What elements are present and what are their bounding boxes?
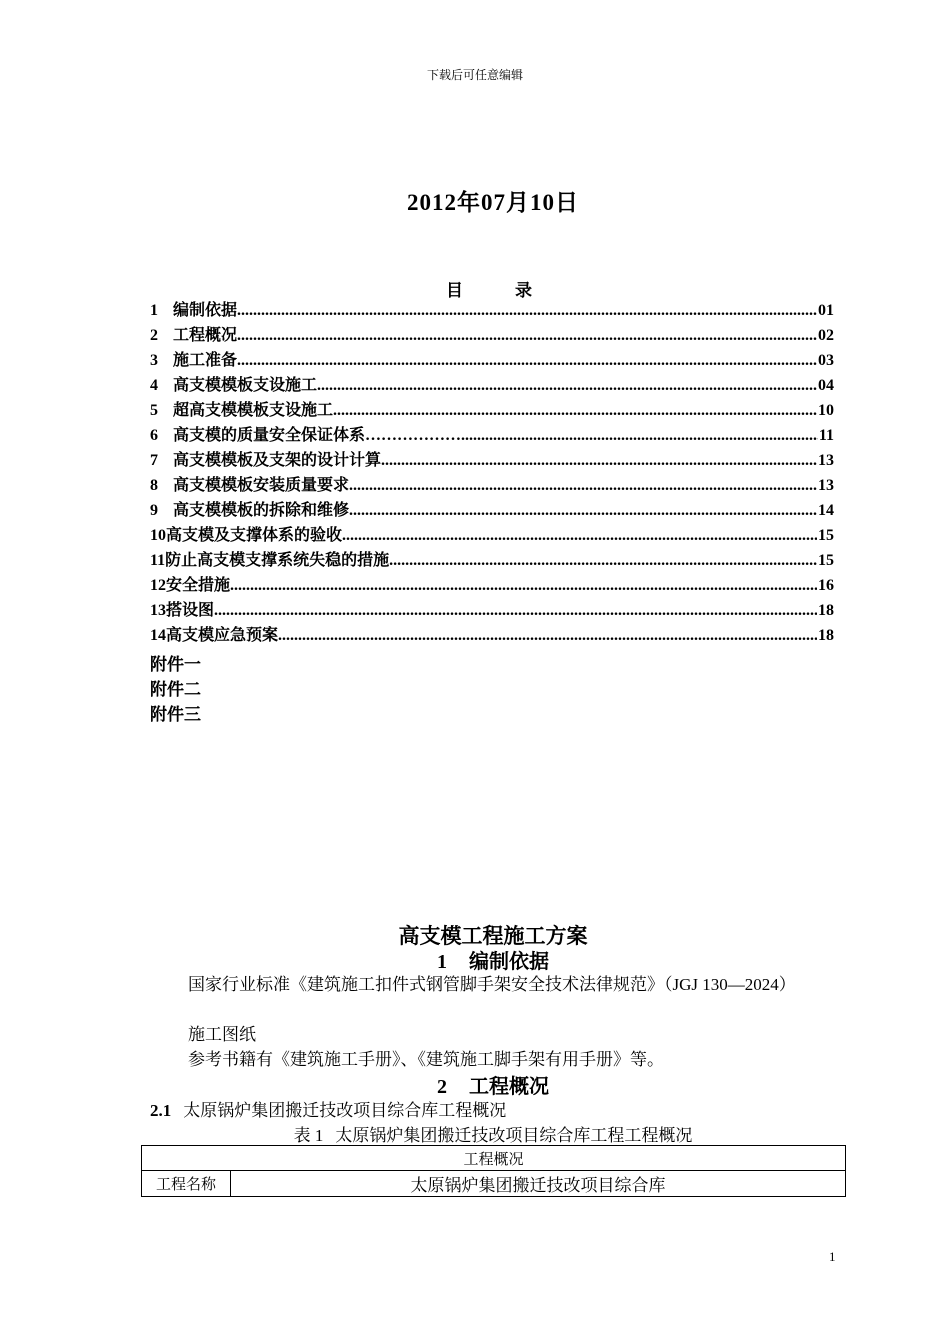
toc-item-label: 高支模模板支设施工 bbox=[173, 377, 318, 394]
paragraph-references bbox=[150, 1047, 840, 1072]
toc-item-page: 15 bbox=[818, 527, 834, 544]
section-number: 1 bbox=[437, 951, 447, 973]
toc-item-label: 施工准备 bbox=[173, 352, 238, 369]
toc-leader bbox=[317, 373, 817, 398]
toc-item-number: 14 bbox=[150, 627, 166, 644]
toc-leader bbox=[342, 523, 817, 548]
toc-item-page: 13 bbox=[818, 452, 834, 469]
page-number: 1 bbox=[829, 1249, 836, 1264]
toc-item-number: 6 bbox=[150, 427, 158, 444]
toc-leader bbox=[214, 598, 817, 623]
toc-item-number: 7 bbox=[150, 452, 158, 469]
toc-item-page: 15 bbox=[818, 552, 834, 569]
table-caption-number: 表 1 bbox=[293, 1126, 324, 1145]
toc-item-number: 4 bbox=[150, 377, 158, 394]
annex-2: 附件二 bbox=[150, 680, 201, 699]
toc-item-page: 11 bbox=[818, 427, 834, 444]
toc-item-number: 9 bbox=[150, 502, 158, 519]
paragraph-text: 国家行业标准《建筑施工扣件式钢管脚手架安全技术法律规范》（JGJ 130—2024） bbox=[188, 975, 796, 994]
toc-item-page: 04 bbox=[818, 377, 834, 394]
toc-item-label: 高支模模板安装质量要求 bbox=[173, 477, 350, 494]
toc-item-page: 14 bbox=[818, 502, 834, 519]
toc-item-number: 8 bbox=[150, 477, 158, 494]
subsection-title: 太原锅炉集团搬迁技改项目综合库工程概况 bbox=[183, 1101, 507, 1120]
toc-item-page: 02 bbox=[818, 327, 834, 344]
toc-item[interactable] bbox=[150, 548, 834, 573]
toc-item-page: 03 bbox=[818, 352, 834, 369]
toc-item-number: 13 bbox=[150, 602, 166, 619]
toc-item-label: 安全措施 bbox=[166, 577, 231, 594]
toc-item-label: 防止高支模支撑系统失稳的措施 bbox=[165, 552, 390, 569]
plan-title: 高支模工程施工方案 bbox=[398, 924, 588, 948]
section-title: 编制依据 bbox=[469, 951, 549, 973]
section-number: 2 bbox=[437, 1076, 447, 1098]
toc-item[interactable] bbox=[150, 523, 834, 548]
toc-leader bbox=[461, 423, 818, 448]
toc-item[interactable] bbox=[150, 473, 834, 498]
project-overview-table bbox=[141, 1145, 846, 1197]
toc-item-number: 3 bbox=[150, 352, 158, 369]
subsection-heading bbox=[150, 1096, 506, 1121]
toc-item[interactable] bbox=[150, 573, 834, 598]
toc-leader bbox=[237, 298, 817, 323]
subsection-number: 2.1 bbox=[150, 1101, 172, 1120]
table-caption-title: 太原锅炉集团搬迁技改项目综合库工程工程概况 bbox=[335, 1126, 693, 1145]
toc-item-number: 10 bbox=[150, 527, 166, 544]
toc-item-label: 高支模的质量安全保证体系……………… bbox=[173, 427, 462, 444]
toc-item-number: 2 bbox=[150, 327, 158, 344]
toc-item[interactable] bbox=[150, 498, 834, 523]
section-title: 工程概况 bbox=[469, 1076, 549, 1098]
paragraph-text: 施工图纸 bbox=[188, 1025, 256, 1044]
toc-item-page: 10 bbox=[818, 402, 834, 419]
toc-title-left: 目 bbox=[446, 281, 463, 300]
toc-leader bbox=[381, 448, 817, 473]
page-header: 下载后可任意编辑 bbox=[426, 68, 523, 82]
toc-item-number: 12 bbox=[150, 577, 166, 594]
annex-3: 附件三 bbox=[150, 705, 201, 724]
toc-item[interactable] bbox=[150, 323, 834, 348]
table-cell-value: 太原锅炉集团搬迁技改项目综合库 bbox=[231, 1171, 846, 1197]
table-header-cell: 工程概况 bbox=[142, 1146, 846, 1171]
toc-item-number: 11 bbox=[150, 552, 166, 569]
section-heading-2 bbox=[0, 1070, 950, 1099]
table-cell-label: 工程名称 bbox=[142, 1171, 231, 1197]
toc-item[interactable] bbox=[150, 598, 834, 623]
toc-leader bbox=[230, 573, 817, 598]
toc-item-label: 高支模模板及支架的设计计算 bbox=[173, 452, 382, 469]
toc-title-right: 录 bbox=[515, 281, 532, 300]
toc-item[interactable] bbox=[150, 348, 834, 373]
toc-leader bbox=[237, 323, 817, 348]
annex-1: 附件一 bbox=[150, 655, 201, 674]
toc-leader bbox=[349, 473, 817, 498]
toc-item-number: 5 bbox=[150, 402, 158, 419]
section-heading-1 bbox=[0, 945, 950, 974]
toc-item-number: 1 bbox=[150, 302, 158, 319]
table-caption bbox=[0, 1121, 950, 1146]
toc-item-label: 高支模模板的拆除和维修 bbox=[173, 502, 350, 519]
toc-item-label: 工程概况 bbox=[173, 327, 238, 344]
toc-item[interactable] bbox=[150, 423, 834, 448]
toc-item-label: 超高支模模板支设施工 bbox=[173, 402, 334, 419]
toc-leader bbox=[349, 498, 817, 523]
toc-item[interactable] bbox=[150, 623, 834, 648]
table-row bbox=[142, 1146, 846, 1171]
table-row bbox=[142, 1171, 846, 1197]
paragraph-standard bbox=[150, 972, 840, 997]
toc-item[interactable] bbox=[150, 448, 834, 473]
toc-item[interactable] bbox=[150, 398, 834, 423]
toc-item-label: 搭设图 bbox=[166, 602, 215, 619]
toc-item-page: 13 bbox=[818, 477, 834, 494]
toc-leader bbox=[278, 623, 817, 648]
toc-item-page: 16 bbox=[818, 577, 834, 594]
toc-leader bbox=[237, 348, 817, 373]
toc-item[interactable] bbox=[150, 298, 834, 323]
toc-item-label: 高支模及支撑体系的验收 bbox=[166, 527, 343, 544]
document-date: 2012年07月10日 bbox=[407, 190, 579, 215]
paragraph-text: 参考书籍有《建筑施工手册》、《建筑施工脚手架有用手册》等。 bbox=[188, 1050, 664, 1069]
toc-item-label: 编制依据 bbox=[173, 302, 238, 319]
paragraph-drawings bbox=[150, 1022, 840, 1047]
toc-item-label: 高支模应急预案 bbox=[166, 627, 279, 644]
toc-item-page: 01 bbox=[818, 302, 834, 319]
toc-leader bbox=[389, 548, 817, 573]
toc-item-page: 18 bbox=[818, 602, 834, 619]
table-of-contents bbox=[150, 298, 834, 648]
toc-item-page: 18 bbox=[818, 627, 834, 644]
toc-item[interactable] bbox=[150, 373, 834, 398]
toc-leader bbox=[333, 398, 817, 423]
